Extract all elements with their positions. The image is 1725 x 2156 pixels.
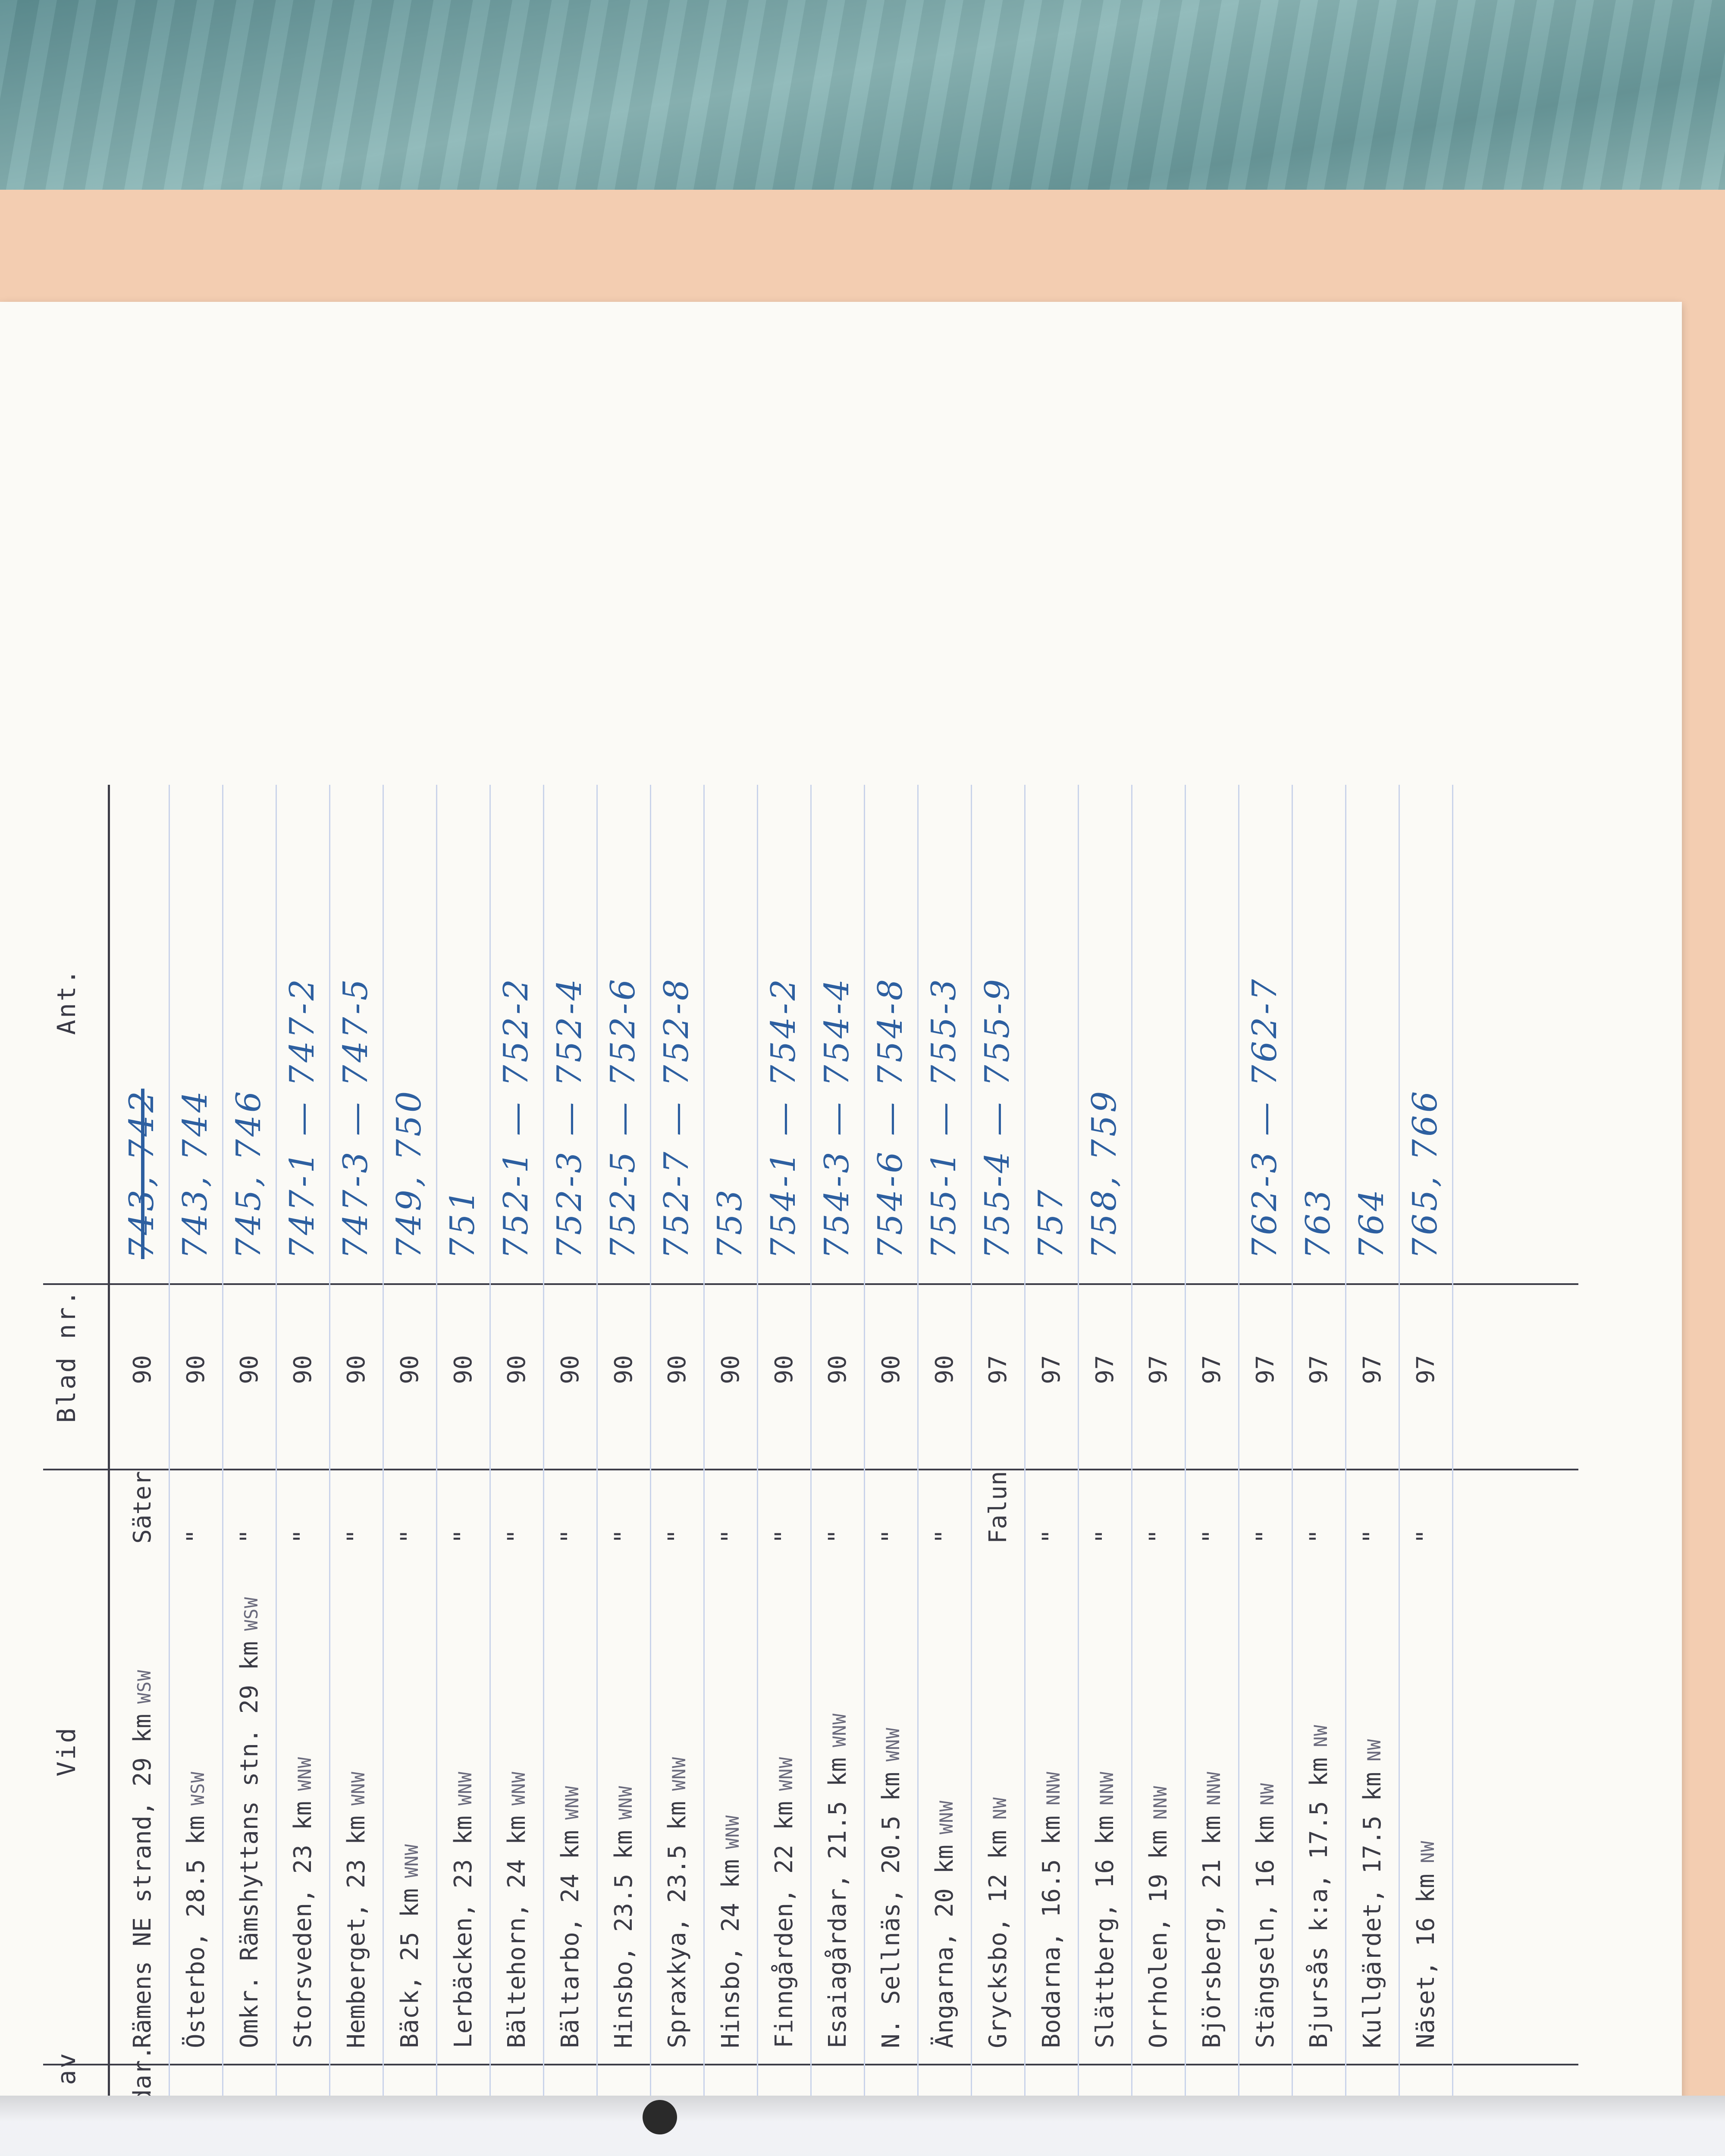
- town-cell: ": [1038, 1529, 1066, 1544]
- blad-nr-cell: 90: [717, 1355, 745, 1384]
- town-cell: ": [1305, 1529, 1333, 1544]
- ant-handwritten: 752-1 — 752-2: [497, 976, 536, 1259]
- vid-cell: Storsveden, 23 km: [289, 1801, 317, 2048]
- ant-handwritten: 755-1 — 755-3: [925, 976, 963, 1259]
- ant-handwritten: 762-3 — 762-7: [1245, 976, 1284, 1259]
- table-row: [651, 785, 705, 2156]
- direction-cell: NNW: [1203, 1771, 1224, 1805]
- blad-nr-cell: 97: [1412, 1355, 1440, 1384]
- ant-handwritten: 754-6 — 754-8: [871, 976, 910, 1259]
- direction-cell: WSW: [134, 1670, 155, 1704]
- direction-cell: NW: [1310, 1724, 1331, 1747]
- underlying-paper: [0, 2096, 1725, 2156]
- table-row: [170, 785, 223, 2156]
- blad-nr-cell: 90: [396, 1355, 424, 1384]
- vid-cell: Omkr. Rämshyttans stn. 29 km: [235, 1641, 263, 2048]
- vid-cell: Finngården, 22 km: [770, 1801, 798, 2048]
- town-cell: ": [396, 1529, 424, 1544]
- header-blad-nr: Blad nr.: [52, 1288, 81, 1423]
- town-cell: ": [770, 1529, 798, 1544]
- direction-cell: NW: [1417, 1840, 1438, 1863]
- vid-cell: Rämens NE strand, 29 km: [129, 1714, 157, 2048]
- table-row: [919, 785, 972, 2156]
- town-cell: ": [342, 1529, 370, 1544]
- vid-cell: Bältarbo, 24 km: [556, 1830, 584, 2048]
- town-cell: ": [931, 1529, 959, 1544]
- ant-handwritten: 765, 766: [1406, 1088, 1445, 1259]
- ant-handwritten: 747-3 — 747-5: [336, 976, 375, 1259]
- blad-nr-cell: 90: [503, 1355, 531, 1384]
- table-row: [865, 785, 919, 2156]
- ant-handwritten: 745, 746: [229, 1088, 268, 1259]
- direction-cell: WNW: [722, 1815, 743, 1849]
- town-cell: ": [663, 1529, 691, 1544]
- direction-cell: NNW: [1150, 1786, 1171, 1820]
- blad-nr-cell: 97: [984, 1355, 1012, 1384]
- ant-handwritten: 743, 742: [122, 1088, 161, 1259]
- vid-cell: Näset, 16 km: [1412, 1874, 1440, 2048]
- town-cell: Säter: [129, 1471, 157, 1544]
- ant-handwritten: 754-1 — 754-2: [764, 976, 803, 1259]
- table-row: [1186, 785, 1239, 2156]
- direction-cell: WSW: [241, 1597, 262, 1631]
- direction-cell: NW: [1257, 1783, 1278, 1805]
- blad-nr-cell: 97: [1145, 1355, 1173, 1384]
- header-vid: Vid: [52, 1726, 81, 1777]
- table-row: [1239, 785, 1293, 2156]
- direction-cell: WNW: [936, 1800, 957, 1834]
- table-row: [437, 785, 491, 2156]
- table-row: [223, 785, 277, 2156]
- ant-handwritten: 757: [1032, 1187, 1070, 1259]
- table-row: [972, 785, 1026, 2156]
- punch-hole: [643, 2100, 677, 2134]
- blad-nr-cell: 90: [235, 1355, 263, 1384]
- vid-cell: Lerbäcken, 23 km: [449, 1815, 477, 2048]
- town-cell: ": [610, 1529, 638, 1544]
- vid-cell: Spraxkya, 23.5 km: [663, 1801, 691, 2048]
- town-cell: ": [1091, 1529, 1119, 1544]
- direction-cell: NNW: [1096, 1771, 1117, 1805]
- direction-cell: WNW: [561, 1786, 583, 1820]
- ant-handwritten: 758, 759: [1085, 1088, 1124, 1259]
- vid-cell: N. Sellnäs, 20.5 km: [877, 1772, 905, 2048]
- blad-nr-cell: 90: [770, 1355, 798, 1384]
- header-rule: [108, 785, 110, 2156]
- vid-cell: Ängarna, 20 km: [931, 1844, 959, 2048]
- direction-cell: NW: [989, 1797, 1010, 1820]
- direction-cell: WNW: [882, 1727, 903, 1761]
- direction-cell: WNW: [829, 1713, 850, 1747]
- vid-cell: Hinsbo, 23.5 km: [610, 1830, 638, 2048]
- ant-handwritten: 763: [1299, 1187, 1338, 1259]
- table-row: [705, 785, 758, 2156]
- blad-nr-cell: 97: [1038, 1355, 1066, 1384]
- vid-cell: Björsberg, 21 km: [1198, 1815, 1226, 2048]
- direction-cell: WNW: [455, 1771, 476, 1805]
- ant-handwritten: 752-3 — 752-4: [550, 976, 589, 1259]
- table-row: [812, 785, 865, 2156]
- blad-nr-cell: 90: [824, 1355, 852, 1384]
- blad-nr-cell: 97: [1251, 1355, 1280, 1384]
- vid-cell: Kullgärdet, 17.5 km: [1358, 1772, 1386, 2048]
- vid-cell: Bäck, 25 km: [396, 1888, 424, 2048]
- town-cell: ": [503, 1529, 531, 1544]
- table-row: [598, 785, 651, 2156]
- blad-nr-cell: 97: [1358, 1355, 1386, 1384]
- direction-cell: WNW: [348, 1771, 369, 1805]
- blad-nr-cell: 97: [1198, 1355, 1226, 1384]
- ant-handwritten: 753: [711, 1187, 750, 1259]
- vid-cell: Österbo, 28.5 km: [182, 1815, 210, 2048]
- direction-cell: WNW: [775, 1757, 797, 1791]
- town-cell: Falun: [984, 1471, 1012, 1544]
- table-row: [384, 785, 437, 2156]
- table-row: [1293, 785, 1346, 2156]
- vid-cell: Bältehorn, 24 km: [503, 1815, 531, 2048]
- ant-handwritten: 754-3 — 754-4: [818, 976, 856, 1259]
- town-cell: ": [824, 1529, 852, 1544]
- blad-nr-cell: 90: [182, 1355, 210, 1384]
- table-row: [330, 785, 384, 2156]
- vid-cell: Bjursås k:a, 17.5 km: [1305, 1757, 1333, 2048]
- ant-handwritten: 752-5 — 752-6: [604, 976, 643, 1259]
- direction-cell: WNW: [294, 1757, 315, 1791]
- table-row: [116, 785, 170, 2156]
- blad-nr-cell: 90: [610, 1355, 638, 1384]
- town-cell: ": [1251, 1529, 1280, 1544]
- ant-handwritten: 749, 750: [390, 1088, 429, 1259]
- ant-handwritten: 751: [443, 1187, 482, 1259]
- direction-cell: WNW: [615, 1786, 636, 1820]
- rotated-table: [43, 724, 1596, 2156]
- blad-nr-cell: 90: [556, 1355, 584, 1384]
- town-cell: ": [182, 1529, 210, 1544]
- header-ant: Ant.: [52, 968, 81, 1035]
- vid-cell: Stängseln, 16 km: [1251, 1815, 1280, 2048]
- town-cell: ": [1198, 1529, 1226, 1544]
- blad-nr-cell: 90: [931, 1355, 959, 1384]
- row-guide-line: [1452, 785, 1453, 2156]
- vid-cell: Hinsbo, 24 km: [717, 1859, 745, 2048]
- blad-nr-cell: 90: [289, 1355, 317, 1384]
- town-cell: ": [1145, 1529, 1173, 1544]
- table-row: [758, 785, 812, 2156]
- direction-cell: WNW: [401, 1844, 422, 1878]
- ant-handwritten: 747-1 — 747-2: [283, 976, 322, 1259]
- table-row: [544, 785, 598, 2156]
- town-cell: ": [877, 1529, 905, 1544]
- direction-cell: NW: [1364, 1739, 1385, 1761]
- table-row: [1400, 785, 1453, 2156]
- direction-cell: WNW: [508, 1771, 529, 1805]
- vid-cell: Esaiagårdar, 21.5 km: [824, 1757, 852, 2048]
- table-row: [1079, 785, 1132, 2156]
- vid-cell: Bodarna, 16.5 km: [1038, 1815, 1066, 2048]
- vid-cell: Hemberget, 23 km: [342, 1815, 370, 2048]
- direction-cell: WNW: [668, 1757, 690, 1791]
- town-cell: ": [449, 1529, 477, 1544]
- direction-cell: WSW: [187, 1771, 208, 1805]
- town-cell: ": [556, 1529, 584, 1544]
- blad-nr-cell: 90: [449, 1355, 477, 1384]
- blad-nr-cell: 90: [129, 1355, 157, 1384]
- vid-cell: Slättberg, 16 km: [1091, 1815, 1119, 2048]
- ant-handwritten: 755-4 — 755-9: [978, 976, 1017, 1259]
- vid-cell: Orrholen, 19 km: [1145, 1830, 1173, 2048]
- town-cell: ": [1412, 1529, 1440, 1544]
- blad-nr-cell: 97: [1091, 1355, 1119, 1384]
- table-row: [491, 785, 544, 2156]
- table-row: [277, 785, 330, 2156]
- town-cell: ": [235, 1529, 263, 1544]
- vid-cell: Grycksbo, 12 km: [984, 1830, 1012, 2048]
- direction-cell: NNW: [1043, 1771, 1064, 1805]
- blad-nr-cell: 97: [1305, 1355, 1333, 1384]
- town-cell: ": [289, 1529, 317, 1544]
- town-cell: ": [717, 1529, 745, 1544]
- ant-handwritten: 752-7 — 752-8: [657, 976, 696, 1259]
- blad-nr-cell: 90: [663, 1355, 691, 1384]
- table-row: [1132, 785, 1186, 2156]
- town-cell: ": [1358, 1529, 1386, 1544]
- ant-handwritten: 764: [1352, 1187, 1391, 1259]
- blad-nr-cell: 90: [342, 1355, 370, 1384]
- document-sheet: [0, 302, 1682, 2104]
- ant-handwritten: 743, 744: [176, 1088, 215, 1259]
- table-row: [1026, 785, 1079, 2156]
- table-row: [1346, 785, 1400, 2156]
- blad-nr-cell: 90: [877, 1355, 905, 1384]
